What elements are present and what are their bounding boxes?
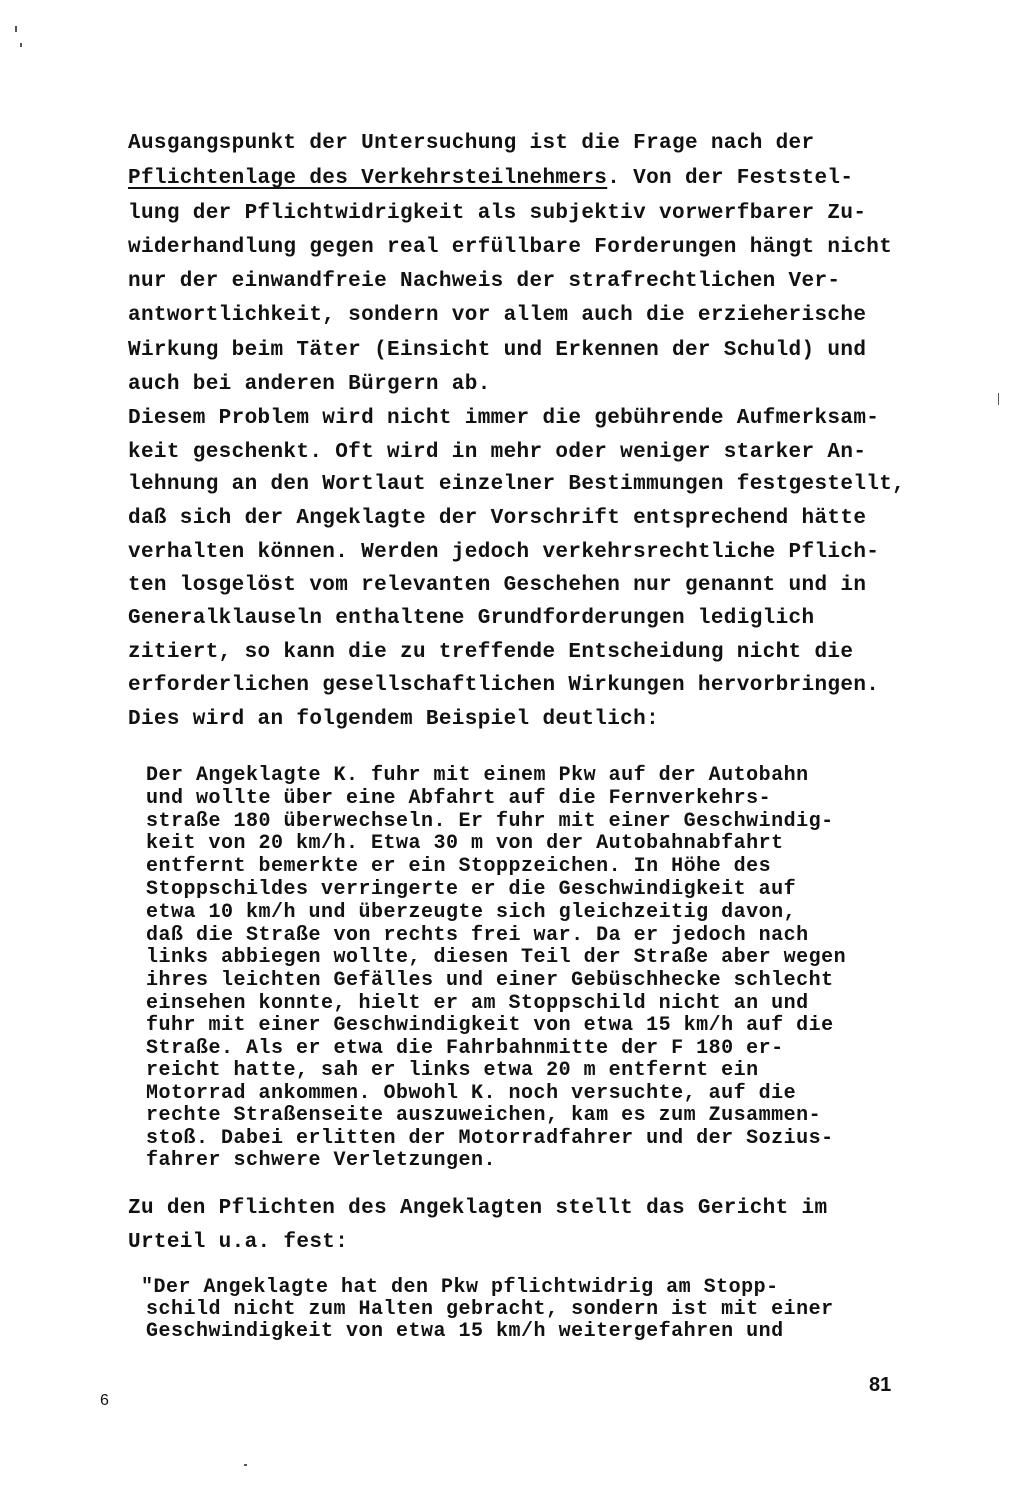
- text-line: antwortlichkeit, sondern vor allem auch die erzieherische: [128, 304, 867, 327]
- text-line: ten losgelöst vom relevanten Geschehen nur genannt und in: [128, 574, 867, 597]
- quote-line: Straße. Als er etwa die Fahrbahnmitte der F 180 er-: [146, 1037, 784, 1060]
- quote-line: straße 180 überwechseln. Er fuhr mit einer Geschwindig-: [146, 810, 834, 833]
- quote-line: Stoppschildes verringerte er die Geschwindigkeit auf: [146, 878, 797, 901]
- page-number: 81: [869, 1374, 892, 1396]
- text-line: erforderlichen gesellschaftlichen Wirkungen hervorbringen.: [128, 674, 880, 697]
- text-line: daß sich der Angeklagte der Vorschrift entsprechend hätte: [128, 507, 867, 530]
- scan-speck: [998, 393, 999, 405]
- quote-line: rechte Straßenseite auszuweichen, kam es zum Zusammen-: [146, 1104, 822, 1127]
- text-line: Diesem Problem wird nicht immer die gebührende Aufmerksam-: [128, 407, 880, 430]
- quote-line: Der Angeklagte K. fuhr mit einem Pkw auf der Autobahn: [146, 764, 809, 787]
- quote-line: Geschwindigkeit von etwa 15 km/h weitergefahren und: [146, 1320, 784, 1343]
- text-line: Urteil u.a. fest:: [128, 1231, 349, 1254]
- footnote-marker: 6: [100, 1392, 109, 1409]
- quote-line: entfernt bemerkte er ein Stoppzeichen. In Höhe des: [146, 855, 772, 878]
- text-fragment: . Von der Feststel-: [607, 167, 854, 190]
- quote-line: fuhr mit einer Geschwindigkeit von etwa 15 km/h auf die: [146, 1014, 834, 1037]
- text-line: lehnung an den Wortlaut einzelner Bestimmungen festgestellt,: [128, 473, 906, 496]
- quote-line: links abbiegen wollte, diesen Teil der Straße aber wegen: [146, 946, 847, 969]
- text-line: [128, 166, 853, 192]
- text-line: nur der einwandfreie Nachweis der strafrechtlichen Ver-: [128, 270, 841, 293]
- text-line: Dies wird an folgendem Beispiel deutlich:: [128, 708, 660, 731]
- quote-line: etwa 10 km/h und überzeugte sich gleichzeitig davon,: [146, 901, 797, 924]
- text-line: auch bei anderen Bürgern ab.: [128, 373, 491, 396]
- quote-line: stoß. Dabei erlitten der Motorradfahrer und der Sozius-: [146, 1127, 834, 1150]
- text-line: lung der Pflichtwidrigkeit als subjektiv vorwerfbarer Zu-: [128, 202, 867, 225]
- quote-line: schild nicht zum Halten gebracht, sondern ist mit einer: [146, 1298, 834, 1321]
- quote-line: reicht hatte, sah er links etwa 20 m entfernt ein: [146, 1059, 759, 1082]
- scan-speck: [20, 43, 22, 47]
- text-line: Ausgangspunkt der Untersuchung ist die Frage nach der: [128, 132, 815, 155]
- quote-line: fahrer schwere Verletzungen.: [146, 1149, 497, 1172]
- underlined-phrase: Pflichtenlage des Verkehrsteilnehmers: [128, 167, 608, 190]
- quote-line: Motorrad ankommen. Obwohl K. noch versuchte, auf die: [146, 1082, 797, 1105]
- text-line: widerhandlung gegen real erfüllbare Forderungen hängt nicht: [128, 236, 893, 259]
- quote-line: keit von 20 km/h. Etwa 30 m von der Autobahnabfahrt: [146, 832, 784, 855]
- quote-line: "Der Angeklagte hat den Pkw pflichtwidrig am Stopp-: [141, 1276, 779, 1299]
- text-line: verhalten können. Werden jedoch verkehrsrechtliche Pflich-: [128, 541, 880, 564]
- text-line: Generalklauseln enthaltene Grundforderungen lediglich: [128, 607, 815, 630]
- quote-line: ihres leichten Gefälles und einer Gebüschhecke schlecht: [146, 969, 834, 992]
- quote-line: einsehen konnte, hielt er am Stoppschild nicht an und: [146, 992, 809, 1015]
- text-line: zitiert, so kann die zu treffende Entscheidung nicht die: [128, 641, 854, 664]
- quote-line: und wollte über eine Abfahrt auf die Fernverkehrs-: [146, 787, 772, 810]
- text-line: Wirkung beim Täter (Einsicht und Erkennen der Schuld) und: [128, 339, 867, 362]
- scan-speck: [244, 1464, 247, 1466]
- quote-line: daß die Straße von rechts frei war. Da er jedoch nach: [146, 924, 809, 947]
- text-line: Zu den Pflichten des Angeklagten stellt das Gericht im: [128, 1197, 828, 1220]
- scan-speck: [15, 26, 17, 32]
- text-line: keit geschenkt. Oft wird in mehr oder weniger starker An-: [128, 441, 867, 464]
